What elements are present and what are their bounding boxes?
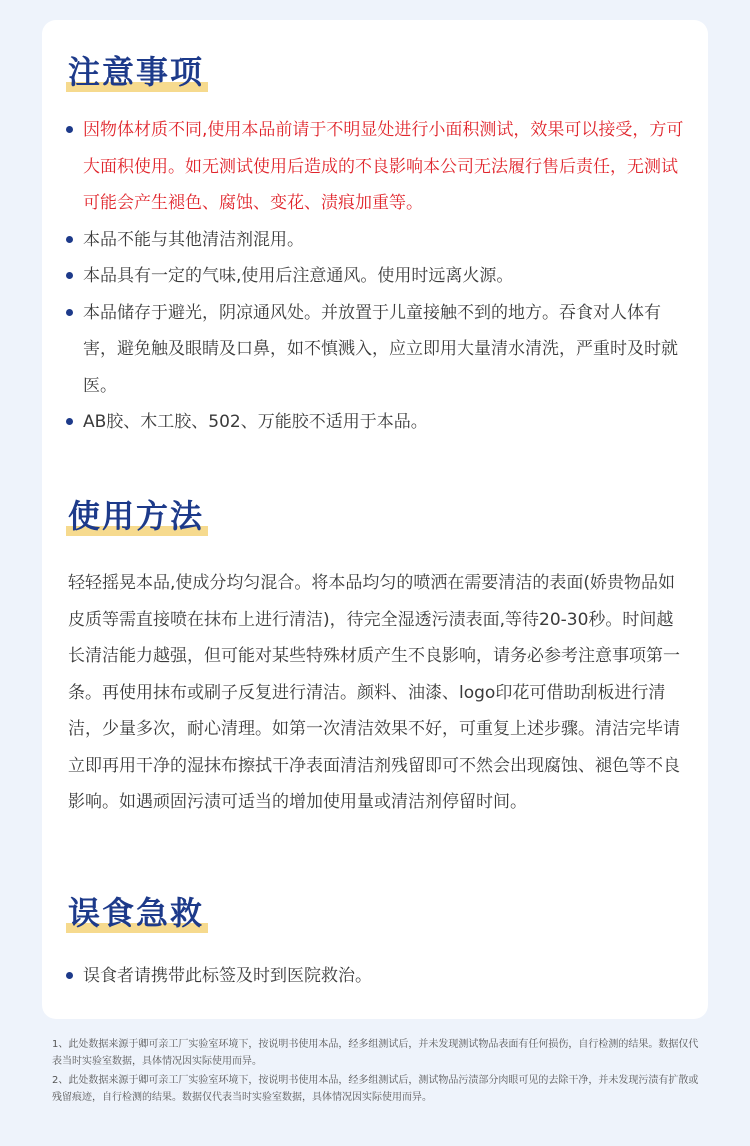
usage-text: 轻轻摇晃本品,使成分均匀混合。将本品均匀的喷洒在需要清洁的表面(娇贵物品如皮质等需直接喷在抹布上进行清洁)，待完全湿透污渍表面,等待20-30秒。时间越长清洁能力越强，但可能对某些特殊材质产生不良影响，请务必参考注意事项第一条。再使用抹布或刷子反复进行清洁。颜料、油漆、logo印花可借助刮板进行清洁，少量多次，耐心清理。如第一次清洁效果不好，可重复上述步骤。清洁完毕请立即再用干净的湿抹布擦拭干净表面清洁剂残留即可不然会出现腐蚀、褪色等不良影响。如遇顽固污渍可适当的增加使用量或清洁剂停留时间。: [68, 573, 680, 812]
bullet-dot: [66, 126, 73, 133]
notes-item: 本品储存于避光，阴凉通风处。并放置于儿童接触不到的地方。吞食对人体有害，避免触及眼睛及口鼻，如不慎溅入，应立即用大量清水清洗，严重时及时就医。: [68, 295, 693, 405]
footnote-1: 1、此处数据来源于卿可亲工厂实验室环境下，按说明书使用本品，经多组测试后，并未发现测试物品表面有任何损伤，自行检测的结果。数据仅代表当时实验室数据，具体情况因实际使用而异。: [52, 1039, 699, 1067]
notes-item: AB胶、木工胶、502、万能胶不适用于本品。: [68, 404, 693, 441]
bullet-dot: [66, 272, 73, 279]
firstaid-heading: 误食急救: [68, 893, 204, 933]
notes-item: 本品具有一定的气味,使用后注意通风。使用时远离火源。: [68, 258, 693, 295]
bullet-dot: [66, 236, 73, 243]
usage-heading: 使用方法: [68, 496, 204, 536]
bullet-dot: [66, 418, 73, 425]
firstaid-item: 误食者请携带此标签及时到医院救治。: [68, 958, 693, 995]
notes-item: 本品不能与其他清洁剂混用。: [68, 222, 693, 259]
notes-list: [68, 112, 693, 441]
firstaid-list: [68, 958, 693, 995]
notes-item: 因物体材质不同,使用本品前请于不明显处进行小面积测试，效果可以接受，方可大面积使用。如无测试使用后造成的不良影响本公司无法履行售后责任，无测试可能会产生褪色、腐蚀、变花、渍痕加重等。: [68, 112, 693, 222]
bullet-dot: [66, 309, 73, 316]
bullet-dot: [66, 972, 73, 979]
notes-heading: 注意事项: [68, 52, 204, 92]
footnote-2: 2、此处数据来源于卿可亲工厂实验室环境下，按说明书使用本品，经多组测试后，测试物品污渍部分肉眼可见的去除干净，并未发现污渍有扩散或残留痕迹，自行检测的结果。数据仅代表当时实验室数据，具体情况因实际使用而异。: [52, 1075, 699, 1103]
